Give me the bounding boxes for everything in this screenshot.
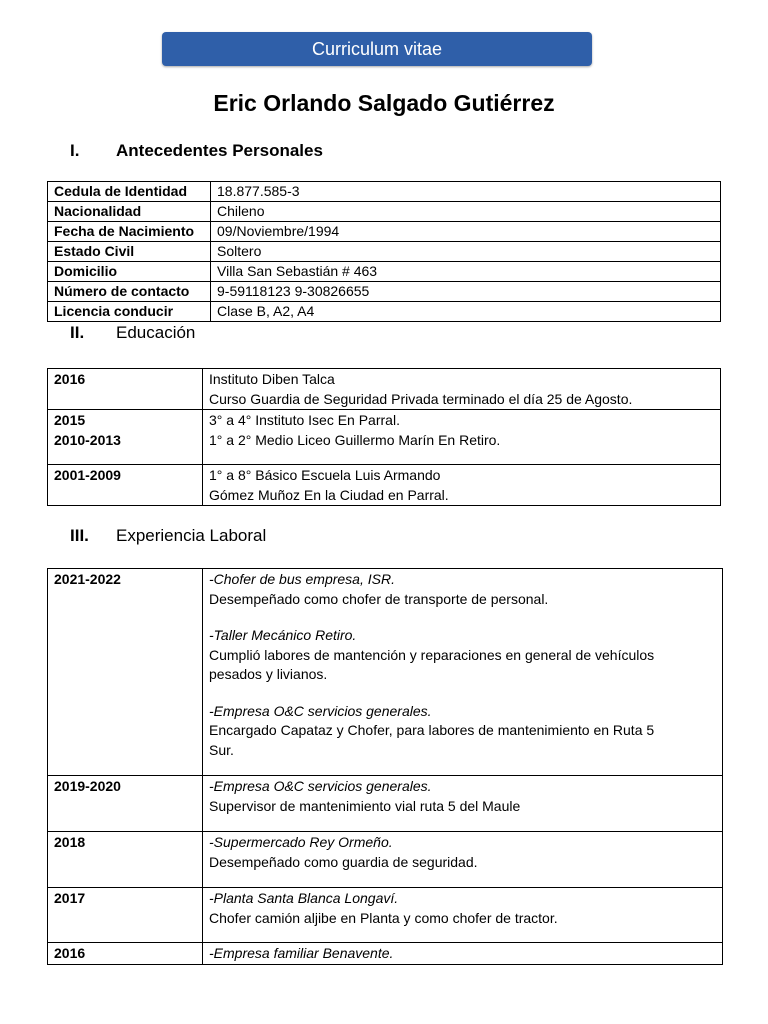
section-number: III.	[70, 526, 89, 545]
description-line: Supervisor de mantenimiento vial ruta 5 del Maule	[209, 797, 521, 814]
detail-cell	[203, 369, 721, 410]
detail-line: 1° a 2° Medio Liceo Guillermo Marín En Retiro.	[209, 431, 501, 448]
field-value: 18.877.585-3	[211, 182, 721, 202]
section-title-experience	[70, 526, 266, 546]
table-row	[48, 832, 723, 888]
section-label: Educación	[116, 323, 196, 342]
detail-line: Curso Guardia de Seguridad Privada terminado el día 25 de Agosto.	[209, 390, 633, 407]
description-line: Cumplió labores de mantención y reparaciones en general de vehículos	[209, 646, 655, 663]
field-label: Fecha de Nacimiento	[48, 222, 211, 242]
table-row	[48, 943, 723, 965]
field-label: Nacionalidad	[48, 202, 211, 222]
description-line: Encargado Capataz y Chofer, para labores de mantenimiento en Ruta 5	[209, 722, 655, 738]
detail-cell	[203, 410, 721, 465]
table-row	[48, 182, 721, 202]
table-row	[48, 410, 721, 465]
detail-line: 1° a 8° Básico Escuela Luis Armando	[209, 467, 441, 483]
document-banner: Curriculum vitae	[162, 32, 592, 66]
year-line: 2010-2013	[54, 431, 121, 448]
year-cell: 2019-2020	[48, 776, 203, 832]
year-cell: 2021-2022	[48, 569, 203, 776]
detail-line: 3° a 4° Instituto Isec En Parral.	[209, 412, 400, 428]
year-line: 2015	[54, 412, 86, 428]
table-row	[48, 369, 721, 410]
detail-cell	[203, 888, 723, 943]
section-number: II.	[70, 323, 85, 342]
table-row	[48, 242, 721, 262]
education-table	[47, 368, 721, 506]
table-row	[48, 888, 723, 943]
description-line: Chofer camión aljibe en Planta y como chofer de tractor.	[209, 909, 558, 926]
field-label: Licencia conducir	[48, 302, 211, 322]
field-value: Soltero	[211, 242, 721, 262]
section-label: Antecedentes Personales	[116, 141, 323, 160]
table-row	[48, 202, 721, 222]
detail-cell	[203, 465, 721, 506]
description-line: Desempeñado como chofer de transporte de personal.	[209, 590, 549, 607]
field-value: Villa San Sebastián # 463	[211, 262, 721, 282]
company-line: -Empresa O&C servicios generales.	[209, 778, 432, 794]
field-value: 9-59118123 9-30826655	[211, 282, 721, 302]
table-row	[48, 465, 721, 506]
company-line: -Empresa familiar Benavente.	[209, 945, 394, 961]
field-value: 09/Noviembre/1994	[211, 222, 721, 242]
company-line: -Supermercado Rey Ormeño.	[209, 834, 393, 850]
company-line: -Chofer de bus empresa, ISR.	[209, 571, 395, 587]
detail-cell	[203, 776, 723, 832]
table-row	[48, 282, 721, 302]
table-row	[48, 302, 721, 322]
detail-cell	[203, 943, 723, 965]
year-cell: 2016	[48, 369, 203, 410]
description-line: Desempeñado como guardia de seguridad.	[209, 853, 478, 870]
field-label: Estado Civil	[48, 242, 211, 262]
section-title-education	[70, 323, 195, 343]
experience-table	[47, 568, 723, 965]
detail-line: Gómez Muñoz En la Ciudad en Parral.	[209, 486, 449, 503]
table-row	[48, 222, 721, 242]
company-line: -Taller Mecánico Retiro.	[209, 627, 357, 643]
table-row	[48, 569, 723, 776]
year-cell: 2001-2009	[48, 465, 203, 506]
description-line: pesados y livianos.	[209, 666, 328, 682]
year-cell	[48, 410, 203, 465]
detail-line: Instituto Diben Talca	[209, 371, 335, 387]
personal-info-table	[47, 181, 721, 322]
year-cell: 2018	[48, 832, 203, 888]
detail-cell	[203, 832, 723, 888]
table-row	[48, 776, 723, 832]
field-label: Domicilio	[48, 262, 211, 282]
description-line: Sur.	[209, 741, 234, 758]
table-row	[48, 262, 721, 282]
year-cell: 2017	[48, 888, 203, 943]
company-line: -Planta Santa Blanca Longaví.	[209, 890, 399, 906]
detail-cell	[203, 569, 723, 776]
section-label: Experiencia Laboral	[116, 526, 267, 545]
candidate-name: Eric Orlando Salgado Gutiérrez	[213, 90, 555, 116]
year-cell: 2016	[48, 943, 203, 965]
field-value: Chileno	[211, 202, 721, 222]
section-number: I.	[70, 141, 80, 160]
field-label: Cedula de Identidad	[48, 182, 211, 202]
field-value: Clase B, A2, A4	[211, 302, 721, 322]
field-label: Número de contacto	[48, 282, 211, 302]
company-line: -Empresa O&C servicios generales.	[209, 702, 432, 719]
section-title-personal	[70, 141, 323, 161]
